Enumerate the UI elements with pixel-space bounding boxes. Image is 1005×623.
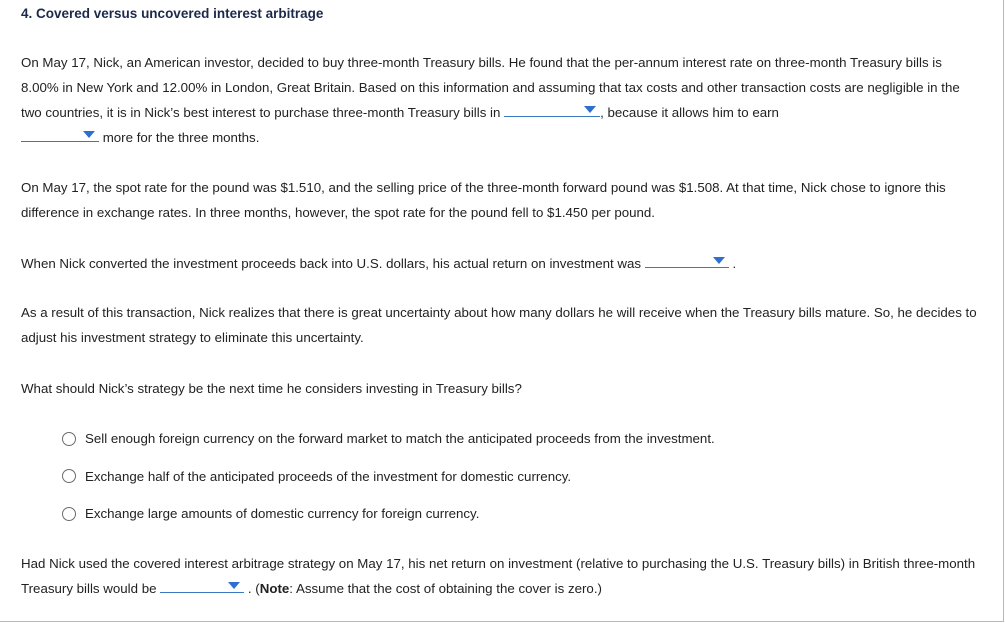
radio-unchecked-icon[interactable] [62,507,76,521]
paragraph-text: Had Nick used the covered interest arbitrage strategy on May 17, his net return on investment (relative to purchasing the U.S. Treasury bills) in British three-month Treasury bills would be [21,556,976,596]
paragraph-covered-arbitrage [21,551,983,601]
caret-down-icon [584,106,596,113]
extra-return-dropdown[interactable] [21,127,99,142]
strategy-option[interactable] [62,458,715,496]
note-label: Note [259,581,290,596]
caret-down-icon [713,257,725,264]
strategy-option[interactable] [62,420,715,458]
strategy-options [62,420,715,533]
radio-unchecked-icon[interactable] [62,432,76,446]
caret-down-icon [228,582,240,589]
paragraph-strategy-question: What should Nick’s strategy be the next time he considers investing in Treasury bills? [21,381,522,396]
paragraph-text: , because it allows him to earn [600,105,779,120]
paragraph-uncertainty: As a result of this transaction, Nick realizes that there is great uncertainty about how many dollars he will receive when the Treasury bills mature. So, he decides to adjust his investment strategy to eliminate this uncertainty. [21,305,977,345]
paragraph-text: . [732,256,737,271]
paragraph-actual-return [21,251,983,276]
paragraph-treasury-bills [21,50,983,150]
paragraph-text: . ( [247,581,260,596]
strategy-option[interactable] [62,495,715,533]
strategy-option-label: Sell enough foreign currency on the forward market to match the anticipated proceeds from the investment. [85,431,715,447]
net-return-dropdown[interactable] [160,578,244,593]
caret-down-icon [83,131,95,138]
paragraph-text: : Assume that the cost of obtaining the cover is zero.) [289,581,602,596]
radio-unchecked-icon[interactable] [62,469,76,483]
question-title: 4. Covered versus uncovered interest arbitrage [21,6,324,21]
strategy-option-label: Exchange half of the anticipated proceeds of the investment for domestic currency. [85,468,572,484]
country-dropdown[interactable] [504,102,600,117]
paragraph-text: When Nick converted the investment proceeds back into U.S. dollars, his actual return on investment was [21,256,642,271]
paragraph-text: more for the three months. [102,130,260,145]
actual-return-dropdown[interactable] [645,253,729,268]
paragraph-spot-rate: On May 17, the spot rate for the pound was $1.510, and the selling price of the three-month forward pound was $1.508. At that time, Nick chose to ignore this difference in exchange rates. In three months, however, the spot rate for the pound fell to $1.450 per pound. [21,180,946,220]
strategy-option-label: Exchange large amounts of domestic currency for foreign currency. [85,506,480,522]
paragraph-text: On May 17, Nick, an American investor, decided to buy three-month Treasury bills. He found that the per-annum interest rate on three-month Treasury bills is 8.00% in New York and 12.00% in London, Great Britain. Based on this information and assuming that tax costs and other transaction costs are negligible in the two countries, it is in Nick’s best interest to purchase three-month Treasury bills in [21,55,960,120]
